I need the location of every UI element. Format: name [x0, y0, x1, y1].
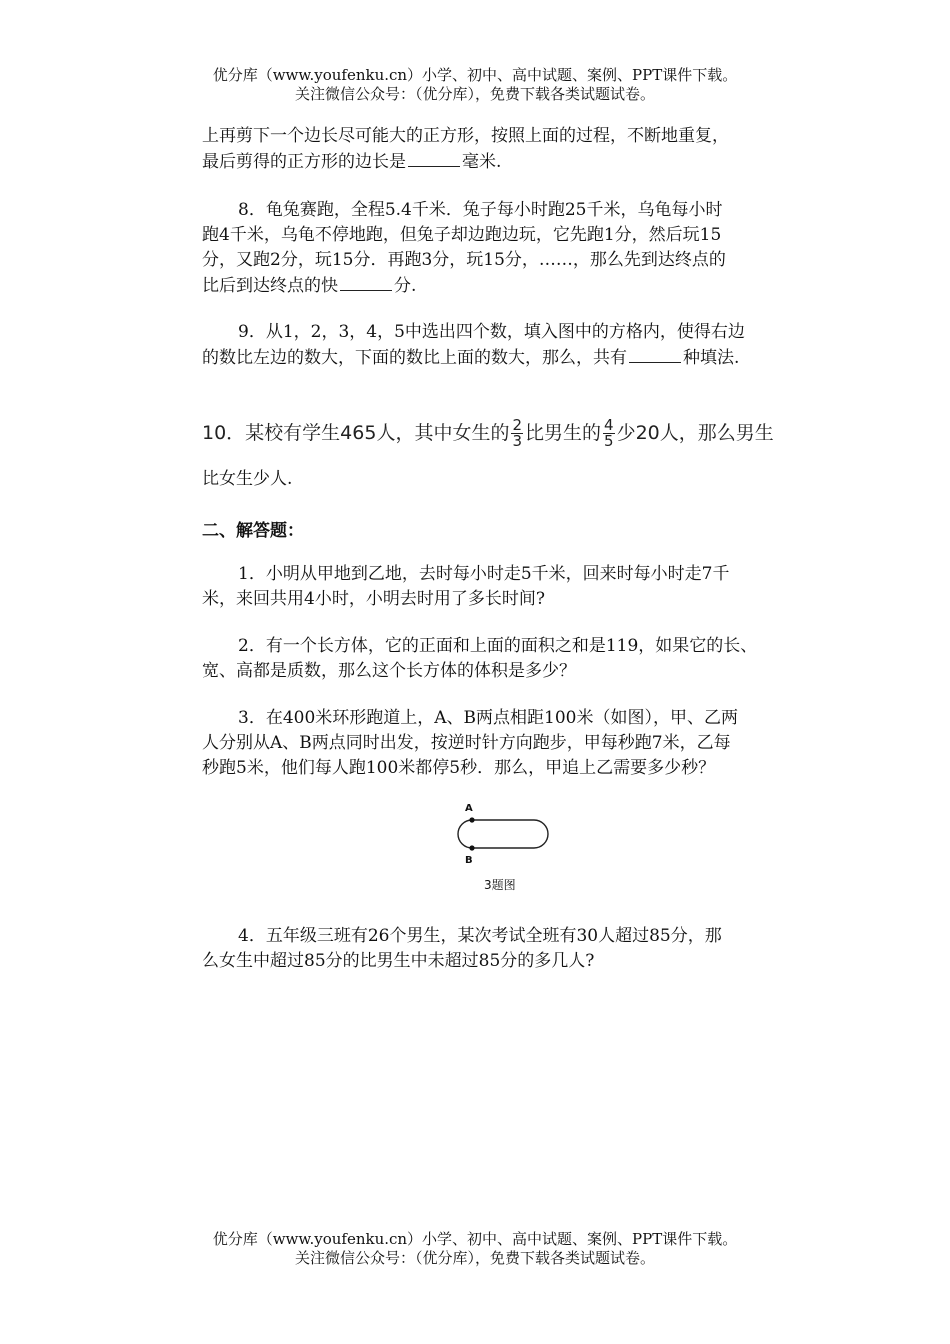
question-10-line-2: 比女生少人. [202, 469, 293, 489]
q8-line-3: 分，又跑2分，玩15分．再跑3分，玩15分，……，那么先到达终点的 [202, 250, 726, 270]
question-10 [202, 418, 774, 449]
q10-part-3: 少20人，那么男生 [616, 422, 774, 444]
page-footer [0, 1230, 950, 1268]
q10-part-2: 比男生的 [525, 422, 602, 444]
a4-line-1: 4．五年级三班有26个男生，某次考试全班有30人超过85分，那 [238, 926, 722, 946]
a2-line-1: 2．有一个长方体，它的正面和上面的面积之和是119，如果它的长、 [238, 636, 758, 656]
header-line-2: 关注微信公众号：（优分库），免费下载各类试题试卷。 [294, 85, 655, 103]
answer-question-1 [202, 562, 812, 612]
q7-line-1: 上再剪下一个边长尽可能大的正方形，按照上面的过程，不断地重复， [202, 126, 729, 146]
q8-line-2: 跑4千米，乌龟不停地跑，但兔子却边跑边玩，它先跑1分，然后玩15 [202, 225, 722, 245]
point-b [469, 845, 474, 850]
q9-line-1: 9．从1，2，3，4，5中选出四个数，填入图中的方格内，使得右边 [238, 322, 745, 342]
a1-line-1: 1．小明从甲地到乙地，去时每小时走5千米，回来时每小时走7千 [238, 564, 730, 584]
label-a: A [465, 803, 473, 814]
page-header [0, 66, 950, 104]
answer-blank [629, 345, 681, 363]
track-diagram [452, 800, 562, 896]
footer-line-2: 关注微信公众号：（优分库），免费下载各类试题试卷。 [294, 1249, 655, 1267]
section-title: 二、解答题： [202, 521, 304, 541]
figure-caption: 3题图 [484, 878, 516, 892]
q8-line-1: 8．龟兔赛跑，全程5.4千米．兔子每小时跑25千米，乌龟每小时 [238, 200, 723, 220]
answer-question-2 [202, 634, 812, 684]
answer-question-3 [202, 706, 812, 781]
answer-blank [340, 273, 392, 291]
header-line-1: 优分库（www.youfenku.cn）小学、初中、高中试题、案例、PPT课件下载。 [212, 66, 738, 84]
running-track [458, 820, 548, 848]
q8-line-4: 比后到达终点的快 分. [202, 273, 812, 299]
question-9 [202, 320, 812, 371]
a3-line-3: 秒跑5米，他们每人跑100米都停5秒．那么，甲追上乙需要多少秒？ [202, 758, 716, 778]
a3-line-2: 人分别从A、B两点同时出发，按逆时针方向跑步，甲每秒跑7米，乙每 [202, 733, 731, 753]
question-7-continuation [202, 124, 812, 175]
point-a [469, 817, 474, 822]
answer-question-4 [202, 924, 812, 974]
a1-line-2: 米，来回共用4小时，小明去时用了多长时间? [202, 589, 545, 609]
question-8 [202, 198, 812, 299]
a3-line-1: 3．在400米环形跑道上，A、B两点相距100米（如图），甲、乙两 [238, 708, 738, 728]
fraction-four-fifths: $\frac{4}{5}$ [604, 416, 614, 450]
label-b: B [465, 855, 473, 866]
footer-line-1: 优分库（www.youfenku.cn）小学、初中、高中试题、案例、PPT课件下载。 [212, 1230, 738, 1248]
q7-line-2: 最后剪得的正方形的边长是 毫米. [202, 149, 812, 175]
q10-part-1: 10．某校有学生465人，其中女生的 [202, 422, 510, 444]
a2-line-2: 宽、高都是质数，那么这个长方体的体积是多少？ [202, 661, 576, 681]
a4-line-2: 么女生中超过85分的比男生中未超过85分的多几人? [202, 951, 595, 971]
q9-line-2: 的数比左边的数大，下面的数比上面的数大，那么，共有 种填法. [202, 345, 812, 371]
answer-blank [408, 149, 460, 167]
fraction-two-thirds: $\frac{2}{3}$ [512, 416, 522, 450]
